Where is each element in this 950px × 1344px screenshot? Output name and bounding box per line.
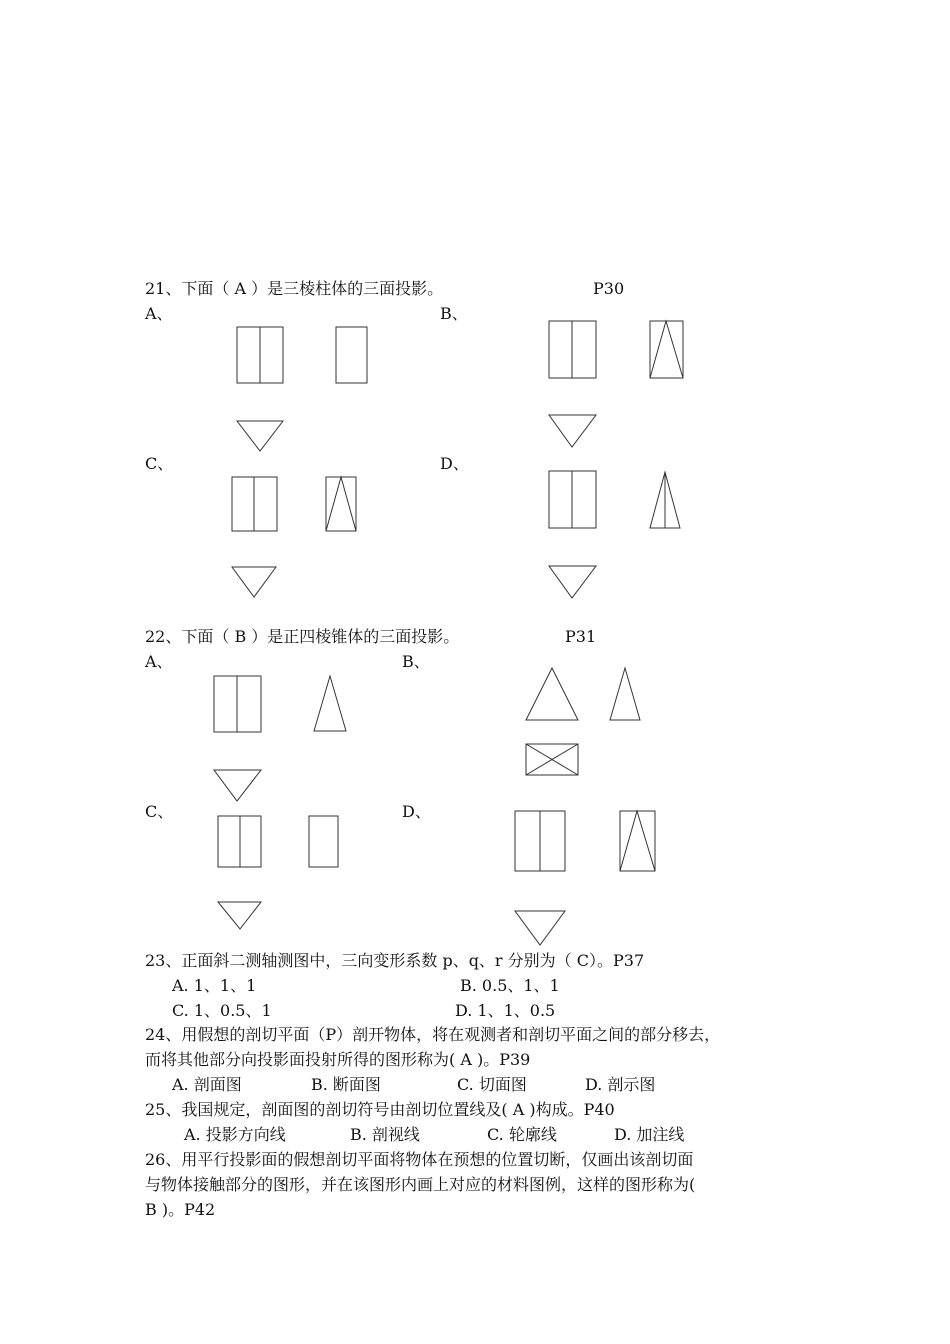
q21-b-side-view xyxy=(650,321,683,378)
q23-question: 23、正面斜二测轴测图中，三向变形系数 p、q、r 分别为（ C）。P37 xyxy=(145,951,645,970)
q22-a-side-view xyxy=(314,676,346,731)
q21-c-top-view xyxy=(232,567,276,597)
q22-d-projections xyxy=(515,811,655,945)
q22-d-side-view xyxy=(620,811,655,871)
q21-d-top-view xyxy=(549,566,596,598)
q24-line-2: 而将其他部分向投影面投射所得的图形称为( A )。P39 xyxy=(145,1050,531,1069)
q25-option-c: C. 轮廓线 xyxy=(487,1125,557,1144)
q25-option-a: A. 投影方向线 xyxy=(184,1125,286,1144)
q22-c-top-view xyxy=(218,902,261,929)
q22-option-c-label: C、 xyxy=(145,802,174,821)
q21-b-side-edges xyxy=(650,321,683,378)
q21-option-a-label: A、 xyxy=(145,304,173,323)
q23-option-c: C. 1、0.5、1 xyxy=(172,1001,272,1020)
q22-a-projections xyxy=(214,676,346,801)
q22-b-projections xyxy=(526,668,640,775)
q21-b-projections xyxy=(549,321,683,447)
q25-question: 25、我国规定，剖面图的剖切符号由剖切位置线及( A )构成。P40 xyxy=(145,1100,615,1119)
q22-b-side-view xyxy=(610,668,640,720)
q22-c-side-view xyxy=(309,816,338,867)
q26-line-2: 与物体接触部分的图形，并在该图形内画上对应的材料图例，这样的图形称为( xyxy=(145,1175,696,1194)
q23-option-d: D. 1、1、0.5 xyxy=(455,1001,556,1020)
q24-option-b: B. 断面图 xyxy=(311,1075,381,1094)
q25-option-b: B. 剖视线 xyxy=(350,1125,420,1144)
q22-option-a-label: A、 xyxy=(145,652,173,671)
q22-c-projections xyxy=(218,816,338,929)
q21-option-d-label: D、 xyxy=(440,454,469,473)
q22-a-top-view xyxy=(214,770,261,801)
q24-option-d: D. 剖示图 xyxy=(585,1075,656,1094)
q22-d-side-edges xyxy=(620,811,655,871)
q21-a-side-view xyxy=(336,327,367,383)
q21-option-c-label: C、 xyxy=(145,454,174,473)
q24-option-a: A. 剖面图 xyxy=(172,1075,242,1094)
q21-a-projections xyxy=(237,327,367,451)
q21-question: 21、下面（ A ）是三棱柱体的三面投影。 xyxy=(145,279,444,298)
q21-b-top-view xyxy=(549,415,596,447)
q25-option-d: D. 加注线 xyxy=(614,1125,685,1144)
q23-option-b: B. 0.5、1、1 xyxy=(460,976,560,995)
q21-c-side-view xyxy=(326,477,356,531)
q22-page-ref: P31 xyxy=(565,627,597,646)
q22-question: 22、下面（ B ）是正四棱锥体的三面投影。 xyxy=(145,627,460,646)
q22-d-top-view xyxy=(515,911,565,945)
q24-option-c: C. 切面图 xyxy=(457,1075,527,1094)
q21-a-top-view xyxy=(237,421,283,451)
q22-option-b-label: B、 xyxy=(402,652,430,671)
q26-line-1: 26、用平行投影面的假想剖切平面将物体在预想的位置切断，仅画出该剖切面 xyxy=(145,1150,694,1169)
q21-c-side-edges xyxy=(326,477,356,531)
q21-option-b-label: B、 xyxy=(440,304,468,323)
q23-option-a: A. 1、1、1 xyxy=(172,976,257,995)
q22-option-d-label: D、 xyxy=(402,802,431,821)
q24-line-1: 24、用假想的剖切平面（P）剖开物体，将在观测者和剖切平面之间的部分移去， xyxy=(145,1025,721,1044)
q21-c-projections xyxy=(232,477,356,597)
q26-line-3: B )。P42 xyxy=(145,1200,216,1219)
q21-d-projections xyxy=(549,471,680,598)
q21-page-ref: P30 xyxy=(593,279,625,298)
q22-b-front-view xyxy=(526,668,578,720)
